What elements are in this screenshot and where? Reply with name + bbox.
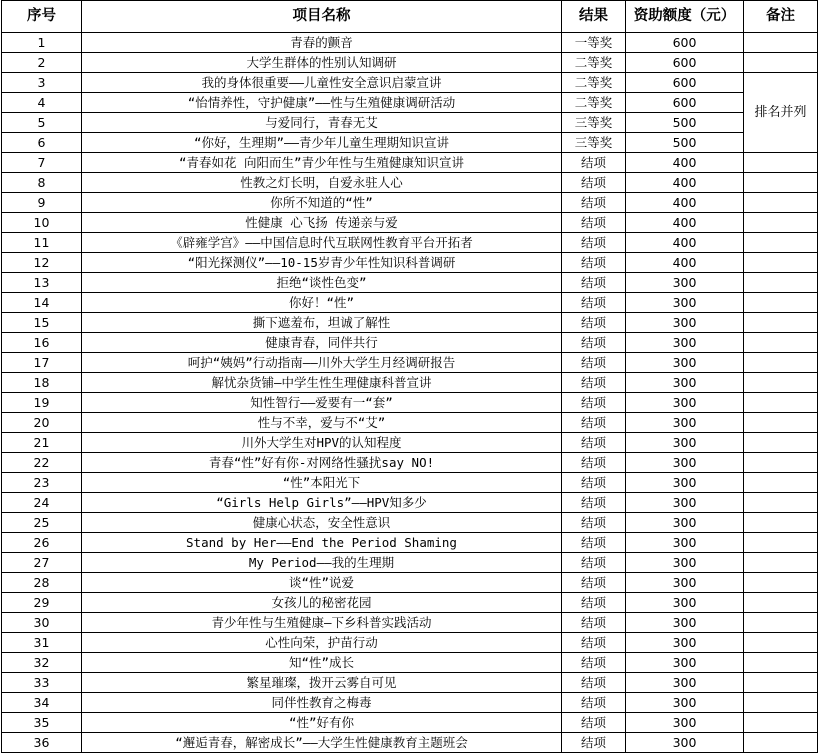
remark-cell-empty bbox=[744, 633, 818, 653]
project-name-cell: “Girls Help Girls”——HPV知多少 bbox=[82, 493, 562, 513]
result-cell: 结项 bbox=[562, 553, 626, 573]
result-cell: 结项 bbox=[562, 433, 626, 453]
project-name-cell: 大学生群体的性别认知调研 bbox=[82, 53, 562, 73]
table-row bbox=[2, 713, 818, 733]
project-name-cell: 谈“性”说爱 bbox=[82, 573, 562, 593]
project-name-cell: “你好，生理期”——青少年儿童生理期知识宣讲 bbox=[82, 133, 562, 153]
table-row bbox=[2, 213, 818, 233]
serial-number-cell: 12 bbox=[2, 253, 82, 273]
project-name-cell: 同伴性教育之梅毒 bbox=[82, 693, 562, 713]
serial-number-cell: 36 bbox=[2, 733, 82, 753]
funding-amount-cell: 300 bbox=[626, 693, 744, 713]
serial-number-cell: 10 bbox=[2, 213, 82, 233]
serial-number-cell: 27 bbox=[2, 553, 82, 573]
remark-cell-empty bbox=[744, 173, 818, 193]
table-row bbox=[2, 453, 818, 473]
table-row bbox=[2, 653, 818, 673]
project-name-cell: 你好！“性” bbox=[82, 293, 562, 313]
serial-number-cell: 3 bbox=[2, 73, 82, 93]
funding-amount-cell: 400 bbox=[626, 153, 744, 173]
remark-cell-empty bbox=[744, 293, 818, 313]
funding-amount-cell: 300 bbox=[626, 593, 744, 613]
project-name-cell: 拒绝“谈性色变” bbox=[82, 273, 562, 293]
serial-number-cell: 18 bbox=[2, 373, 82, 393]
result-cell: 三等奖 bbox=[562, 133, 626, 153]
result-cell: 结项 bbox=[562, 513, 626, 533]
project-name-cell: “青春如花 向阳而生”青少年性与生殖健康知识宣讲 bbox=[82, 153, 562, 173]
remark-cell-empty bbox=[744, 33, 818, 53]
project-name-cell: 健康心状态，安全性意识 bbox=[82, 513, 562, 533]
project-name-cell: “邂逅青春，解密成长”——大学生性健康教育主题班会 bbox=[82, 733, 562, 753]
funding-amount-cell: 600 bbox=[626, 33, 744, 53]
remark-cell-empty bbox=[744, 493, 818, 513]
project-name-cell: 繁星璀璨，拨开云雾自可见 bbox=[82, 673, 562, 693]
remark-cell-empty bbox=[744, 673, 818, 693]
funding-amount-cell: 600 bbox=[626, 73, 744, 93]
table-row bbox=[2, 93, 818, 113]
table-row bbox=[2, 53, 818, 73]
table-row bbox=[2, 373, 818, 393]
project-name-cell: 呵护“姨妈”行动指南——川外大学生月经调研报告 bbox=[82, 353, 562, 373]
remark-cell-empty bbox=[744, 433, 818, 453]
remark-cell-empty bbox=[744, 473, 818, 493]
funding-amount-cell: 300 bbox=[626, 613, 744, 633]
result-cell: 结项 bbox=[562, 673, 626, 693]
serial-number-cell: 24 bbox=[2, 493, 82, 513]
project-name-cell: 心性向荣，护苗行动 bbox=[82, 633, 562, 653]
remark-cell: 排名并列 bbox=[744, 73, 818, 153]
project-name-cell: 你所不知道的“性” bbox=[82, 193, 562, 213]
serial-number-cell: 11 bbox=[2, 233, 82, 253]
table-row bbox=[2, 173, 818, 193]
header-project-name: 项目名称 bbox=[82, 1, 562, 33]
result-cell: 结项 bbox=[562, 173, 626, 193]
funding-amount-cell: 300 bbox=[626, 433, 744, 453]
result-cell: 结项 bbox=[562, 533, 626, 553]
funding-amount-cell: 400 bbox=[626, 193, 744, 213]
remark-cell-empty bbox=[744, 213, 818, 233]
remark-cell-empty bbox=[744, 693, 818, 713]
funding-amount-cell: 300 bbox=[626, 653, 744, 673]
serial-number-cell: 35 bbox=[2, 713, 82, 733]
remark-cell-empty bbox=[744, 153, 818, 173]
result-cell: 结项 bbox=[562, 273, 626, 293]
remark-cell-empty bbox=[744, 413, 818, 433]
serial-number-cell: 19 bbox=[2, 393, 82, 413]
serial-number-cell: 16 bbox=[2, 333, 82, 353]
serial-number-cell: 25 bbox=[2, 513, 82, 533]
table-row bbox=[2, 433, 818, 453]
table-row bbox=[2, 333, 818, 353]
table-row bbox=[2, 573, 818, 593]
serial-number-cell: 21 bbox=[2, 433, 82, 453]
table-row bbox=[2, 233, 818, 253]
project-name-cell: 知性智行——爱要有一“套” bbox=[82, 393, 562, 413]
result-cell: 结项 bbox=[562, 233, 626, 253]
remark-cell-empty bbox=[744, 513, 818, 533]
funding-amount-cell: 300 bbox=[626, 473, 744, 493]
serial-number-cell: 30 bbox=[2, 613, 82, 633]
funding-amount-cell: 500 bbox=[626, 113, 744, 133]
project-name-cell: 青少年性与生殖健康—下乡科普实践活动 bbox=[82, 613, 562, 633]
funding-amount-cell: 600 bbox=[626, 53, 744, 73]
table-row bbox=[2, 473, 818, 493]
result-cell: 结项 bbox=[562, 373, 626, 393]
project-name-cell: 《辟雍学宫》——中国信息时代互联网性教育平台开拓者 bbox=[82, 233, 562, 253]
result-cell: 结项 bbox=[562, 313, 626, 333]
project-name-cell: 撕下遮羞布，坦诚了解性 bbox=[82, 313, 562, 333]
result-cell: 结项 bbox=[562, 253, 626, 273]
funding-amount-cell: 300 bbox=[626, 333, 744, 353]
table-row bbox=[2, 253, 818, 273]
serial-number-cell: 26 bbox=[2, 533, 82, 553]
result-cell: 结项 bbox=[562, 293, 626, 313]
result-cell: 结项 bbox=[562, 693, 626, 713]
funding-amount-cell: 300 bbox=[626, 553, 744, 573]
project-name-cell: “怡情养性，守护健康”——性与生殖健康调研活动 bbox=[82, 93, 562, 113]
result-cell: 结项 bbox=[562, 653, 626, 673]
project-name-cell: 健康青春，同伴共行 bbox=[82, 333, 562, 353]
result-cell: 结项 bbox=[562, 333, 626, 353]
table-row bbox=[2, 633, 818, 653]
project-name-cell: 川外大学生对HPV的认知程度 bbox=[82, 433, 562, 453]
funding-amount-cell: 400 bbox=[626, 233, 744, 253]
funding-amount-cell: 300 bbox=[626, 493, 744, 513]
funding-amount-cell: 300 bbox=[626, 573, 744, 593]
project-name-cell: 解忧杂货铺—中学生性生理健康科普宣讲 bbox=[82, 373, 562, 393]
project-name-cell: Stand by Her——End the Period Shaming bbox=[82, 533, 562, 553]
table-body bbox=[2, 33, 818, 753]
funding-amount-cell: 300 bbox=[626, 513, 744, 533]
table-row bbox=[2, 533, 818, 553]
serial-number-cell: 1 bbox=[2, 33, 82, 53]
funding-amount-cell: 400 bbox=[626, 213, 744, 233]
serial-number-cell: 33 bbox=[2, 673, 82, 693]
serial-number-cell: 4 bbox=[2, 93, 82, 113]
serial-number-cell: 34 bbox=[2, 693, 82, 713]
funding-amount-cell: 300 bbox=[626, 453, 744, 473]
header-funding-amount: 资助额度（元） bbox=[626, 1, 744, 33]
serial-number-cell: 6 bbox=[2, 133, 82, 153]
project-table bbox=[1, 0, 818, 753]
funding-amount-cell: 300 bbox=[626, 673, 744, 693]
serial-number-cell: 14 bbox=[2, 293, 82, 313]
result-cell: 结项 bbox=[562, 393, 626, 413]
result-cell: 二等奖 bbox=[562, 73, 626, 93]
table-row bbox=[2, 273, 818, 293]
remark-cell-empty bbox=[744, 573, 818, 593]
header-serial-number: 序号 bbox=[2, 1, 82, 33]
table-row bbox=[2, 613, 818, 633]
result-cell: 二等奖 bbox=[562, 53, 626, 73]
table-row bbox=[2, 133, 818, 153]
result-cell: 结项 bbox=[562, 213, 626, 233]
table-row bbox=[2, 593, 818, 613]
table-row bbox=[2, 693, 818, 713]
table-row bbox=[2, 193, 818, 213]
remark-cell-empty bbox=[744, 333, 818, 353]
result-cell: 结项 bbox=[562, 613, 626, 633]
result-cell: 结项 bbox=[562, 713, 626, 733]
remark-cell-empty bbox=[744, 313, 818, 333]
result-cell: 一等奖 bbox=[562, 33, 626, 53]
serial-number-cell: 13 bbox=[2, 273, 82, 293]
serial-number-cell: 29 bbox=[2, 593, 82, 613]
result-cell: 结项 bbox=[562, 733, 626, 753]
table-row bbox=[2, 73, 818, 93]
project-name-cell: 青春“性”好有你-对网络性骚扰say NO! bbox=[82, 453, 562, 473]
remark-cell-empty bbox=[744, 713, 818, 733]
header-result: 结果 bbox=[562, 1, 626, 33]
table-row bbox=[2, 393, 818, 413]
funding-amount-cell: 300 bbox=[626, 393, 744, 413]
funding-amount-cell: 300 bbox=[626, 633, 744, 653]
remark-cell-empty bbox=[744, 393, 818, 413]
funding-amount-cell: 300 bbox=[626, 353, 744, 373]
result-cell: 二等奖 bbox=[562, 93, 626, 113]
project-name-cell: 我的身体很重要——儿童性安全意识启蒙宣讲 bbox=[82, 73, 562, 93]
project-name-cell: 女孩儿的秘密花园 bbox=[82, 593, 562, 613]
remark-cell-empty bbox=[744, 453, 818, 473]
table-row bbox=[2, 113, 818, 133]
funding-amount-cell: 300 bbox=[626, 413, 744, 433]
funding-amount-cell: 300 bbox=[626, 313, 744, 333]
remark-cell-empty bbox=[744, 253, 818, 273]
remark-cell-empty bbox=[744, 353, 818, 373]
remark-cell-empty bbox=[744, 553, 818, 573]
project-name-cell: “性”本阳光下 bbox=[82, 473, 562, 493]
table-row bbox=[2, 33, 818, 53]
remark-cell-empty bbox=[744, 613, 818, 633]
funding-amount-cell: 500 bbox=[626, 133, 744, 153]
project-name-cell: 性教之灯长明，自爱永驻人心 bbox=[82, 173, 562, 193]
serial-number-cell: 8 bbox=[2, 173, 82, 193]
serial-number-cell: 22 bbox=[2, 453, 82, 473]
funding-amount-cell: 300 bbox=[626, 733, 744, 753]
remark-cell-empty bbox=[744, 193, 818, 213]
funding-amount-cell: 300 bbox=[626, 373, 744, 393]
serial-number-cell: 5 bbox=[2, 113, 82, 133]
table-row bbox=[2, 413, 818, 433]
result-cell: 三等奖 bbox=[562, 113, 626, 133]
funding-amount-cell: 400 bbox=[626, 253, 744, 273]
remark-cell-empty bbox=[744, 653, 818, 673]
remark-cell-empty bbox=[744, 593, 818, 613]
result-cell: 结项 bbox=[562, 593, 626, 613]
funding-amount-cell: 600 bbox=[626, 93, 744, 113]
table-row bbox=[2, 153, 818, 173]
table-row bbox=[2, 673, 818, 693]
table-row bbox=[2, 493, 818, 513]
funding-amount-cell: 300 bbox=[626, 533, 744, 553]
serial-number-cell: 7 bbox=[2, 153, 82, 173]
table-row bbox=[2, 293, 818, 313]
project-name-cell: “性”好有你 bbox=[82, 713, 562, 733]
project-name-cell: 青春的颤音 bbox=[82, 33, 562, 53]
result-cell: 结项 bbox=[562, 413, 626, 433]
serial-number-cell: 32 bbox=[2, 653, 82, 673]
table-row bbox=[2, 313, 818, 333]
header-remark: 备注 bbox=[744, 1, 818, 33]
result-cell: 结项 bbox=[562, 453, 626, 473]
serial-number-cell: 20 bbox=[2, 413, 82, 433]
project-name-cell: 性与不幸，爱与不“艾” bbox=[82, 413, 562, 433]
table-row bbox=[2, 513, 818, 533]
remark-cell-empty bbox=[744, 53, 818, 73]
result-cell: 结项 bbox=[562, 193, 626, 213]
project-name-cell: “阳光探测仪”——10-15岁青少年性知识科普调研 bbox=[82, 253, 562, 273]
result-cell: 结项 bbox=[562, 353, 626, 373]
result-cell: 结项 bbox=[562, 473, 626, 493]
header-row bbox=[2, 1, 818, 33]
serial-number-cell: 28 bbox=[2, 573, 82, 593]
table-row bbox=[2, 553, 818, 573]
project-name-cell: 知“性”成长 bbox=[82, 653, 562, 673]
serial-number-cell: 31 bbox=[2, 633, 82, 653]
remark-cell-empty bbox=[744, 733, 818, 753]
result-cell: 结项 bbox=[562, 633, 626, 653]
funding-amount-cell: 400 bbox=[626, 173, 744, 193]
project-name-cell: My Period——我的生理期 bbox=[82, 553, 562, 573]
serial-number-cell: 15 bbox=[2, 313, 82, 333]
serial-number-cell: 23 bbox=[2, 473, 82, 493]
funding-amount-cell: 300 bbox=[626, 293, 744, 313]
funding-amount-cell: 300 bbox=[626, 713, 744, 733]
project-name-cell: 性健康 心飞扬 传递亲与爱 bbox=[82, 213, 562, 233]
result-cell: 结项 bbox=[562, 493, 626, 513]
result-cell: 结项 bbox=[562, 153, 626, 173]
project-name-cell: 与爱同行，青春无艾 bbox=[82, 113, 562, 133]
funding-amount-cell: 300 bbox=[626, 273, 744, 293]
remark-cell-empty bbox=[744, 273, 818, 293]
result-cell: 结项 bbox=[562, 573, 626, 593]
remark-cell-empty bbox=[744, 233, 818, 253]
serial-number-cell: 17 bbox=[2, 353, 82, 373]
remark-cell-empty bbox=[744, 533, 818, 553]
table-row bbox=[2, 353, 818, 373]
remark-cell-empty bbox=[744, 373, 818, 393]
table-row bbox=[2, 733, 818, 753]
serial-number-cell: 9 bbox=[2, 193, 82, 213]
serial-number-cell: 2 bbox=[2, 53, 82, 73]
